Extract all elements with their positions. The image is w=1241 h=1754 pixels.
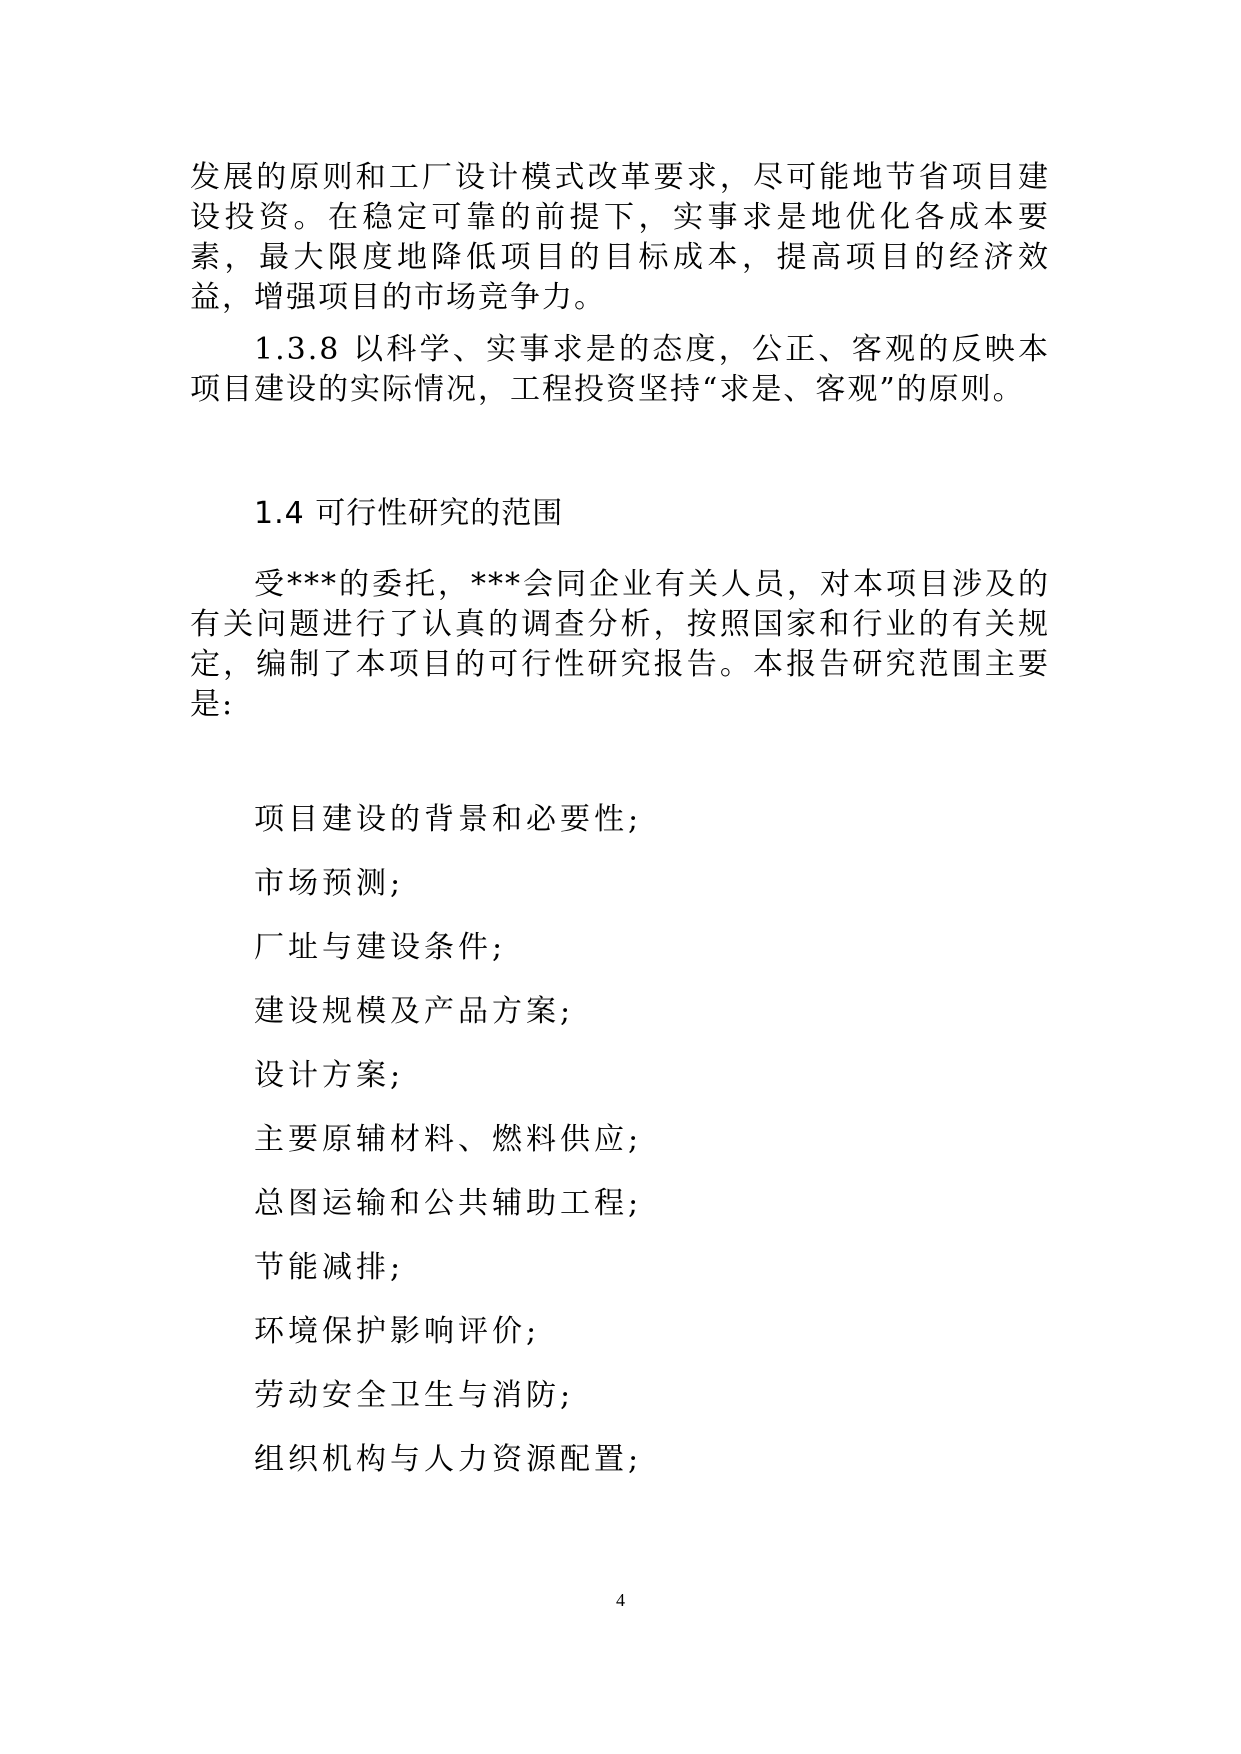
section-heading-1-4: 1.4 可行性研究的范围 [254,496,564,531]
list-item: 环境保护影响评价; [254,1314,541,1349]
list-item: 市场预测; [254,866,405,901]
list-item: 主要原辅材料、燃料供应; [254,1122,643,1157]
list-item: 设计方案; [254,1058,405,1093]
list-item: 劳动安全卫生与消防; [254,1378,575,1413]
list-item: 总图运输和公共辅助工程; [254,1186,643,1221]
paragraph-design-principles: 发展的原则和工厂设计模式改革要求，尽可能地节省项目建设投资。在稳定可靠的前提下，实事求是地优化各成本要素，最大限度地降低项目的目标成本，提高项目的经济效益，增强项目的市场竞争力。 [190,160,1050,315]
list-item: 项目建设的背景和必要性; [254,802,643,837]
paragraph-study-scope-intro: 受***的委托，***会同企业有关人员，对本项目涉及的有关问题进行了认真的调查分析，按照国家和行业的有关规定，编制了本项目的可行性研究报告。本报告研究范围主要是: [190,567,1050,722]
page-number: 4 [616,1590,625,1610]
list-item: 厂址与建设条件; [254,930,507,965]
top-text-block [190,158,1050,410]
intro-text-block [190,565,1050,725]
list-item: 节能减排; [254,1250,405,1285]
list-item: 建设规模及产品方案; [254,994,575,1029]
paragraph-1-3-8: 1.3.8 以科学、实事求是的态度，公正、客观的反映本项目建设的实际情况，工程投资坚持“求是、客观”的原则。 [190,332,1050,407]
list-item: 组织机构与人力资源配置; [254,1442,643,1477]
scope-list [254,788,1014,1492]
